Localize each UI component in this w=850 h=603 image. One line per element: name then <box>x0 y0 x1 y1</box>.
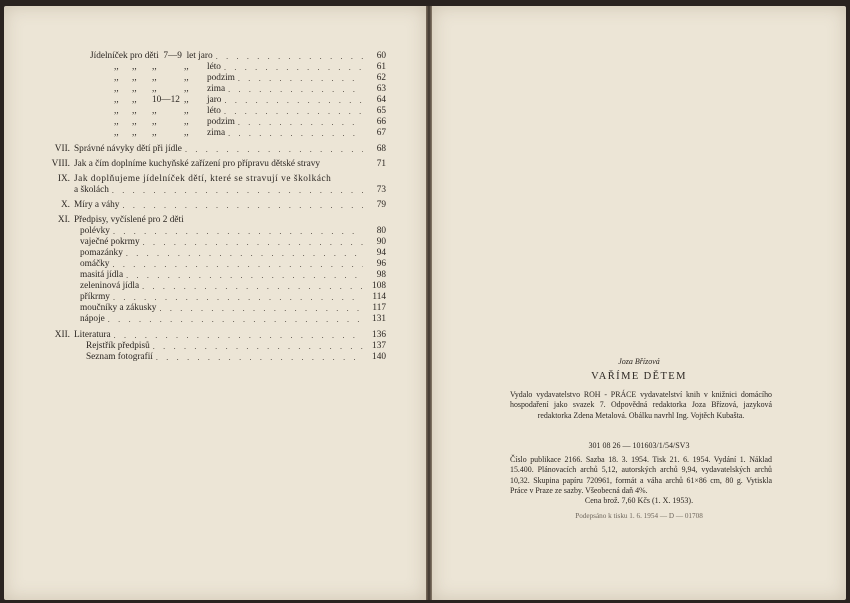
ditto-mark: ,, <box>132 95 137 105</box>
colophon-details: Číslo publikace 2166. Sazba 18. 3. 1954. Tisk 21. 6. 1954. Vydání 1. Náklad 15.400. Plánovacích archů 5,12, autorských archů 9,94, vydavatelských archů 10,32. Skupina papíru 720961, formát a váha archů 61×86 cm, 80 g. Vytiskla Práce v Praze ze sazby. Všeobecná daň 4%. <box>510 455 772 495</box>
toc-age: 10—12 <box>152 95 180 105</box>
toc-season: podzim <box>207 73 235 83</box>
ditto-mark: ,, <box>152 62 157 72</box>
toc-label: Jídelníček pro děti <box>90 51 159 61</box>
toc-row-season <box>114 106 386 117</box>
table-of-contents <box>4 6 426 600</box>
toc-page: 137 <box>372 341 386 351</box>
toc-page: 79 <box>376 200 386 210</box>
toc-page: 68 <box>376 144 386 154</box>
recipe-label: omáčky <box>80 259 110 269</box>
left-page <box>4 6 426 600</box>
ditto-mark: ,, <box>114 106 119 116</box>
toc-page: 61 <box>376 62 386 72</box>
toc-page: 62 <box>376 73 386 83</box>
colophon-signed: Podepsáno k tisku 1. 6. 1954 — D — 01708 <box>575 512 703 520</box>
toc-page: 140 <box>372 352 386 362</box>
ditto-mark: ,, <box>184 62 189 72</box>
recipe-label: vaječné pokrmy <box>80 237 140 247</box>
recipe-label: masitá jídla <box>80 270 124 280</box>
toc-row-recipe <box>80 259 386 270</box>
ditto-mark: ,, <box>114 95 119 105</box>
toc-row-recipe <box>80 270 386 281</box>
toc-row-chapter-7 <box>74 144 386 155</box>
toc-season: léto <box>207 106 221 116</box>
toc-page: 80 <box>376 226 386 236</box>
toc-row-chapter-8 <box>74 159 386 170</box>
ditto-mark: ,, <box>114 73 119 83</box>
toc-row-chapter-9 <box>74 185 386 196</box>
toc-season: podzim <box>207 117 235 127</box>
chapter-number: XII. <box>54 330 70 340</box>
toc-row-register <box>86 341 386 352</box>
ditto-mark: ,, <box>184 128 189 138</box>
toc-row-recipe <box>80 248 386 259</box>
ditto-mark: ,, <box>114 128 119 138</box>
ditto-mark: ,, <box>132 62 137 72</box>
ditto-mark: ,, <box>132 117 137 127</box>
toc-row-season <box>114 95 386 106</box>
ditto-mark: ,, <box>132 128 137 138</box>
toc-row-recipe <box>80 314 386 325</box>
toc-row-recipe <box>80 237 386 248</box>
toc-page: 65 <box>376 106 386 116</box>
ditto-mark: ,, <box>152 128 157 138</box>
toc-page: 90 <box>376 237 386 247</box>
chapter-title: Správné návyky dětí při jídle <box>74 144 182 154</box>
toc-page: 114 <box>372 292 386 302</box>
toc-season: léto <box>207 62 221 72</box>
toc-row-photos <box>86 352 386 363</box>
toc-season: zima <box>207 84 226 94</box>
ditto-mark: ,, <box>184 117 189 127</box>
right-page <box>432 6 846 600</box>
recipe-label: moučníky a zákusky <box>80 303 157 313</box>
toc-row-recipe <box>80 303 386 314</box>
ditto-mark: ,, <box>132 84 137 94</box>
toc-age: 7—9 <box>163 51 182 61</box>
toc-row-chapter-12 <box>74 330 386 341</box>
chapter-number: IX. <box>57 174 70 184</box>
toc-row-recipe <box>80 226 386 237</box>
toc-page: 98 <box>376 270 386 280</box>
chapter-title: Jak doplňujeme jídelníček dětí, které se stravují ve školkách <box>74 174 332 184</box>
colophon-author: Joza Břízová <box>618 357 660 366</box>
toc-page: 63 <box>376 84 386 94</box>
ditto-mark: ,, <box>114 84 119 94</box>
toc-row-season <box>114 84 386 95</box>
toc-season: zima <box>207 128 226 138</box>
chapter-title-continued: a školách <box>74 185 109 195</box>
ditto-mark: ,, <box>152 106 157 116</box>
colophon-price: Cena brož. 7,60 Kčs (1. X. 1953). <box>584 496 694 505</box>
toc-page: 67 <box>376 128 386 138</box>
ditto-mark: ,, <box>152 117 157 127</box>
toc-season: jaro <box>198 51 213 61</box>
photos-title: Seznam fotografií <box>86 352 153 362</box>
chapter-title: Jak a čím doplníme kuchyňské zařízení pro přípravu dětské stravy <box>74 159 321 169</box>
recipe-label: nápoje <box>80 314 105 324</box>
ditto-mark: ,, <box>184 84 189 94</box>
ditto-mark: ,, <box>184 106 189 116</box>
toc-page: 71 <box>376 159 386 169</box>
toc-row-season <box>114 73 386 84</box>
recipe-label: polévky <box>80 226 110 236</box>
toc-season: jaro <box>207 95 222 105</box>
toc-row-recipe <box>80 281 386 292</box>
colophon-code: 301 08 26 — 101603/1/54/SV3 <box>588 441 690 450</box>
ditto-mark: ,, <box>132 73 137 83</box>
toc-page: 94 <box>376 248 386 258</box>
toc-page: 96 <box>376 259 386 269</box>
ditto-mark: ,, <box>152 84 157 94</box>
recipe-label: příkrmy <box>80 292 110 302</box>
toc-row-season <box>114 128 386 139</box>
ditto-mark: ,, <box>114 117 119 127</box>
chapter-title: Předpisy, vyčíslené pro 2 děti <box>74 215 184 225</box>
chapter-number: VII. <box>54 144 70 154</box>
chapter-title: Literatura <box>74 330 111 340</box>
toc-row-chapter-10 <box>74 200 386 211</box>
toc-page: 64 <box>376 95 386 105</box>
chapter-number: VIII. <box>51 159 70 169</box>
toc-page: 136 <box>372 330 386 340</box>
toc-page: 60 <box>376 51 386 61</box>
toc-row-jidelnicek-jaro <box>90 51 386 62</box>
toc-page: 73 <box>376 185 386 195</box>
ditto-mark: ,, <box>114 62 119 72</box>
chapter-title: Míry a váhy <box>74 200 120 210</box>
toc-page: 117 <box>372 303 386 313</box>
ditto-mark: ,, <box>152 73 157 83</box>
toc-page: 108 <box>372 281 386 291</box>
toc-row-season <box>114 117 386 128</box>
colophon-publisher: Vydalo vydavatelstvo ROH - PRÁCE vydavatelství knih v knižnici domácího hospodaření jako svazek 7. Odpovědná redaktorka Joza Břízová, jazyková redaktorka Zdena Metalová. Obálku navrhl Ing. Vojtěch Kubašta. <box>510 390 772 420</box>
chapter-number: X. <box>60 200 70 210</box>
ditto-mark: ,, <box>184 95 189 105</box>
toc-row-season <box>114 62 386 73</box>
ditto-mark: ,, <box>132 106 137 116</box>
toc-page: 131 <box>372 314 386 324</box>
toc-let: let <box>186 51 196 61</box>
colophon-title: VAŘÍME DĚTEM <box>591 371 687 382</box>
recipe-label: pomazánky <box>80 248 123 258</box>
toc-page: 66 <box>376 117 386 127</box>
register-title: Rejstřík předpisů <box>86 341 150 351</box>
chapter-number: XI. <box>57 215 70 225</box>
ditto-mark: ,, <box>184 73 189 83</box>
recipe-label: zeleninová jídla <box>80 281 140 291</box>
toc-row-recipe <box>80 292 386 303</box>
